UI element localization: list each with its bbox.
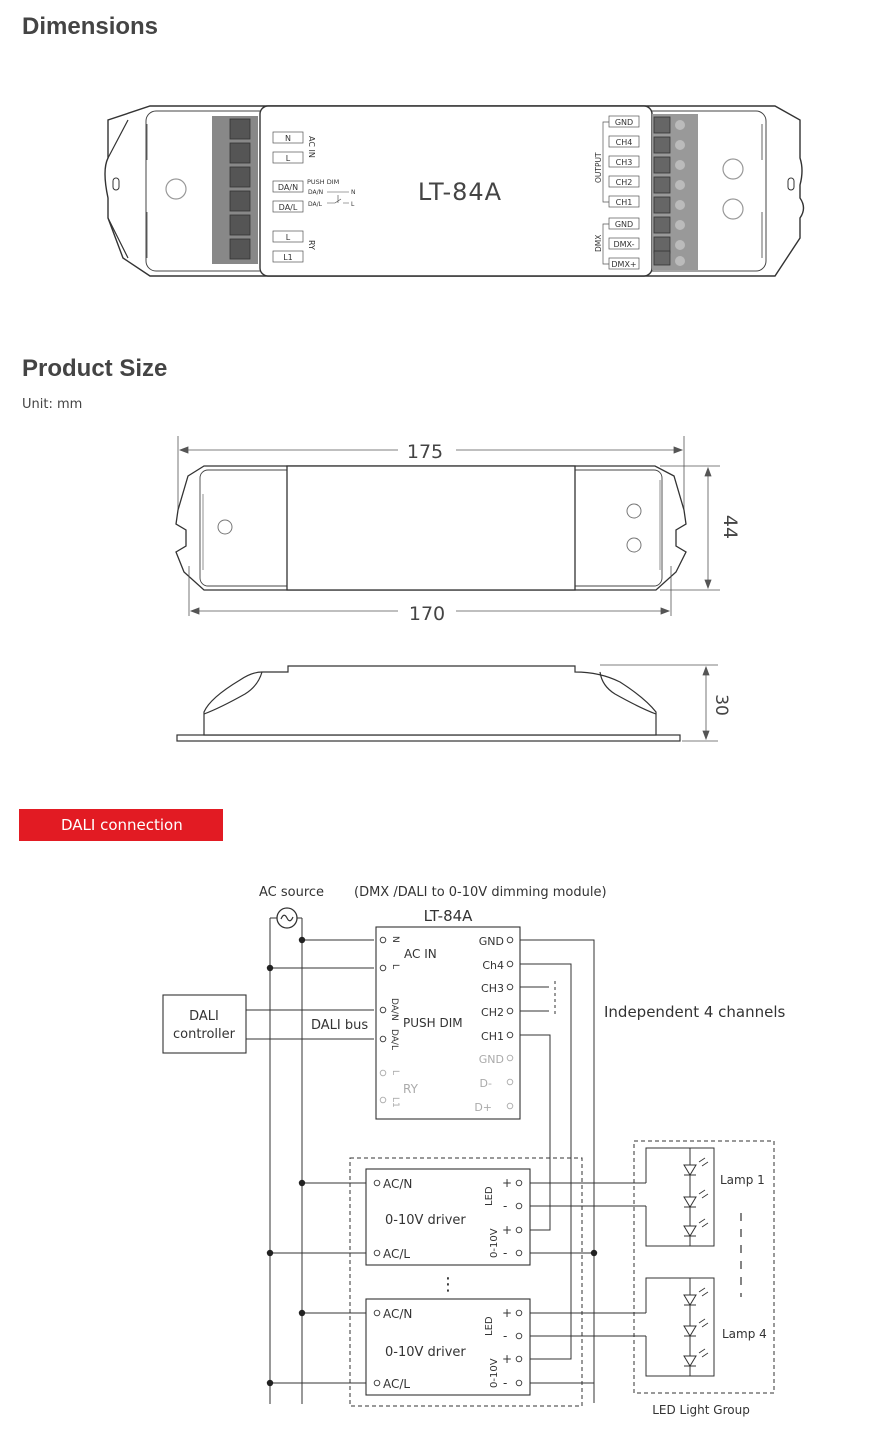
dmx-label: DMX [594, 234, 603, 252]
terminal-ch4: CH4 [615, 138, 633, 147]
terminal-ch1: CH1 [615, 198, 633, 207]
product-size-drawing [0, 425, 880, 755]
terminal-gnd-dmx: GND [614, 220, 634, 229]
module-description: (DMX /DALI to 0-10V dimming module) [354, 885, 607, 900]
driver1-led-minus: - [503, 1199, 508, 1213]
dim-length-175: 175 [406, 441, 444, 463]
lamp-1 [646, 1148, 714, 1246]
dim-length-170: 170 [408, 603, 446, 625]
wiring-ry: RY [403, 1082, 418, 1096]
terminal-ch3: CH3 [615, 158, 633, 167]
driver2-label: 0-10V driver [385, 1345, 466, 1360]
driver2-led-plus: + [502, 1306, 513, 1320]
mount-hole-right-top [723, 159, 743, 179]
terminal-ry-l: L [285, 233, 291, 242]
drivers-ellipsis: ⋮ [439, 1274, 457, 1295]
terminal-dmx-plus: DMX+ [611, 260, 637, 269]
driver1-dim-minus: - [503, 1246, 508, 1260]
driver2-led-minus: - [503, 1329, 508, 1343]
dim-height-30: 30 [711, 694, 731, 716]
wiring-n: N [390, 936, 400, 943]
push-dim-label: PUSH DIM [307, 178, 340, 186]
wiring-ry-l1: L1 [390, 1097, 400, 1108]
wiring-push-dim: PUSH DIM [403, 1016, 463, 1030]
lamp4-label: Lamp 4 [722, 1327, 767, 1341]
wiring-ac-in: AC IN [404, 947, 437, 961]
terminal-gnd: GND [614, 118, 634, 127]
wiring-out-gnd: GND [478, 935, 504, 948]
terminal-l1: L1 [283, 253, 293, 262]
driver1-acl: AC/L [383, 1247, 411, 1261]
driver2-led: LED [484, 1316, 495, 1336]
wiring-diagram [0, 875, 880, 1435]
dali-controller-box [163, 995, 246, 1053]
terminal-dal: DA/L [278, 203, 298, 212]
size-hole-right-top [627, 504, 641, 518]
terminal-dan: DA/N [277, 183, 299, 192]
driver1-dim-plus: + [502, 1223, 513, 1237]
lamp1-label: Lamp 1 [720, 1173, 765, 1187]
ry-label: RY [307, 240, 316, 250]
push-dim-l: DA/L [308, 201, 322, 208]
size-hole-left [218, 520, 232, 534]
terminal-n: N [285, 134, 291, 143]
product-size-title: Product Size [22, 355, 168, 382]
terminal-ch2: CH2 [615, 178, 633, 187]
dim-width-44: 44 [719, 514, 741, 540]
driver1-led: LED [484, 1186, 495, 1206]
dali-connection-banner: DALI connection [19, 809, 223, 841]
wiring-out-ch2: CH2 [481, 1006, 504, 1019]
driver2-dim-plus: + [502, 1352, 513, 1366]
driver1-led-plus: + [502, 1176, 513, 1190]
dali-controller-line1: DALI [189, 1009, 219, 1024]
wiring-out-ch1: CH1 [481, 1030, 504, 1043]
terminal-l: L [285, 154, 291, 163]
wiring-disabled-gnd: GND [478, 1053, 504, 1066]
ac-source-label: AC source [259, 885, 325, 900]
wiring-out-ch3: CH3 [481, 982, 504, 995]
output-label: OUTPUT [594, 152, 603, 183]
wiring-disabled-dplus: D+ [474, 1101, 492, 1114]
independent-channels-label: Independent 4 channels [604, 1003, 786, 1021]
led-light-group-label: LED Light Group [652, 1403, 750, 1417]
driver2-acl: AC/L [383, 1377, 411, 1391]
driver2-acn: AC/N [383, 1307, 413, 1321]
device-top-view [0, 0, 880, 300]
dali-bus-label: DALI bus [311, 1018, 369, 1033]
wiring-l: L [390, 964, 400, 970]
driver-2 [366, 1299, 530, 1395]
mount-hole-left [166, 179, 186, 199]
mount-hole-right-bottom [723, 199, 743, 219]
driver2-dim: 0-10V [489, 1358, 500, 1388]
wiring-dan: DA/N [389, 998, 399, 1021]
ac-in-label: AC IN [307, 136, 316, 158]
terminal-dmx-minus: DMX- [613, 240, 635, 249]
push-dim-l-mark: L [351, 201, 355, 208]
side-view [177, 666, 680, 741]
size-hole-right-bottom [627, 538, 641, 552]
driver2-dim-minus: - [503, 1376, 508, 1390]
wiring-model-label: LT-84A [423, 907, 473, 925]
driver-1 [366, 1169, 530, 1265]
wiring-module-box [376, 927, 520, 1119]
dimensions-title: Dimensions [22, 13, 159, 40]
wiring-dal: DA/L [389, 1029, 399, 1050]
push-dim-n-mark: N [351, 189, 356, 196]
push-dim-n: DA/N [308, 189, 324, 196]
unit-label: Unit: mm [22, 397, 83, 412]
driver1-acn: AC/N [383, 1177, 413, 1191]
left-terminal-block [212, 116, 258, 264]
wiring-out-ch4: Ch4 [482, 959, 504, 972]
wiring-ry-l: L [390, 1070, 400, 1076]
right-terminal-block [652, 114, 698, 270]
lamp-4 [646, 1278, 714, 1376]
driver1-dim: 0-10V [489, 1228, 500, 1258]
dali-controller-line2: controller [172, 1027, 236, 1042]
wiring-disabled-dminus: D- [479, 1077, 492, 1090]
driver1-label: 0-10V driver [385, 1213, 466, 1228]
device-model-label: LT-84A [417, 178, 503, 206]
